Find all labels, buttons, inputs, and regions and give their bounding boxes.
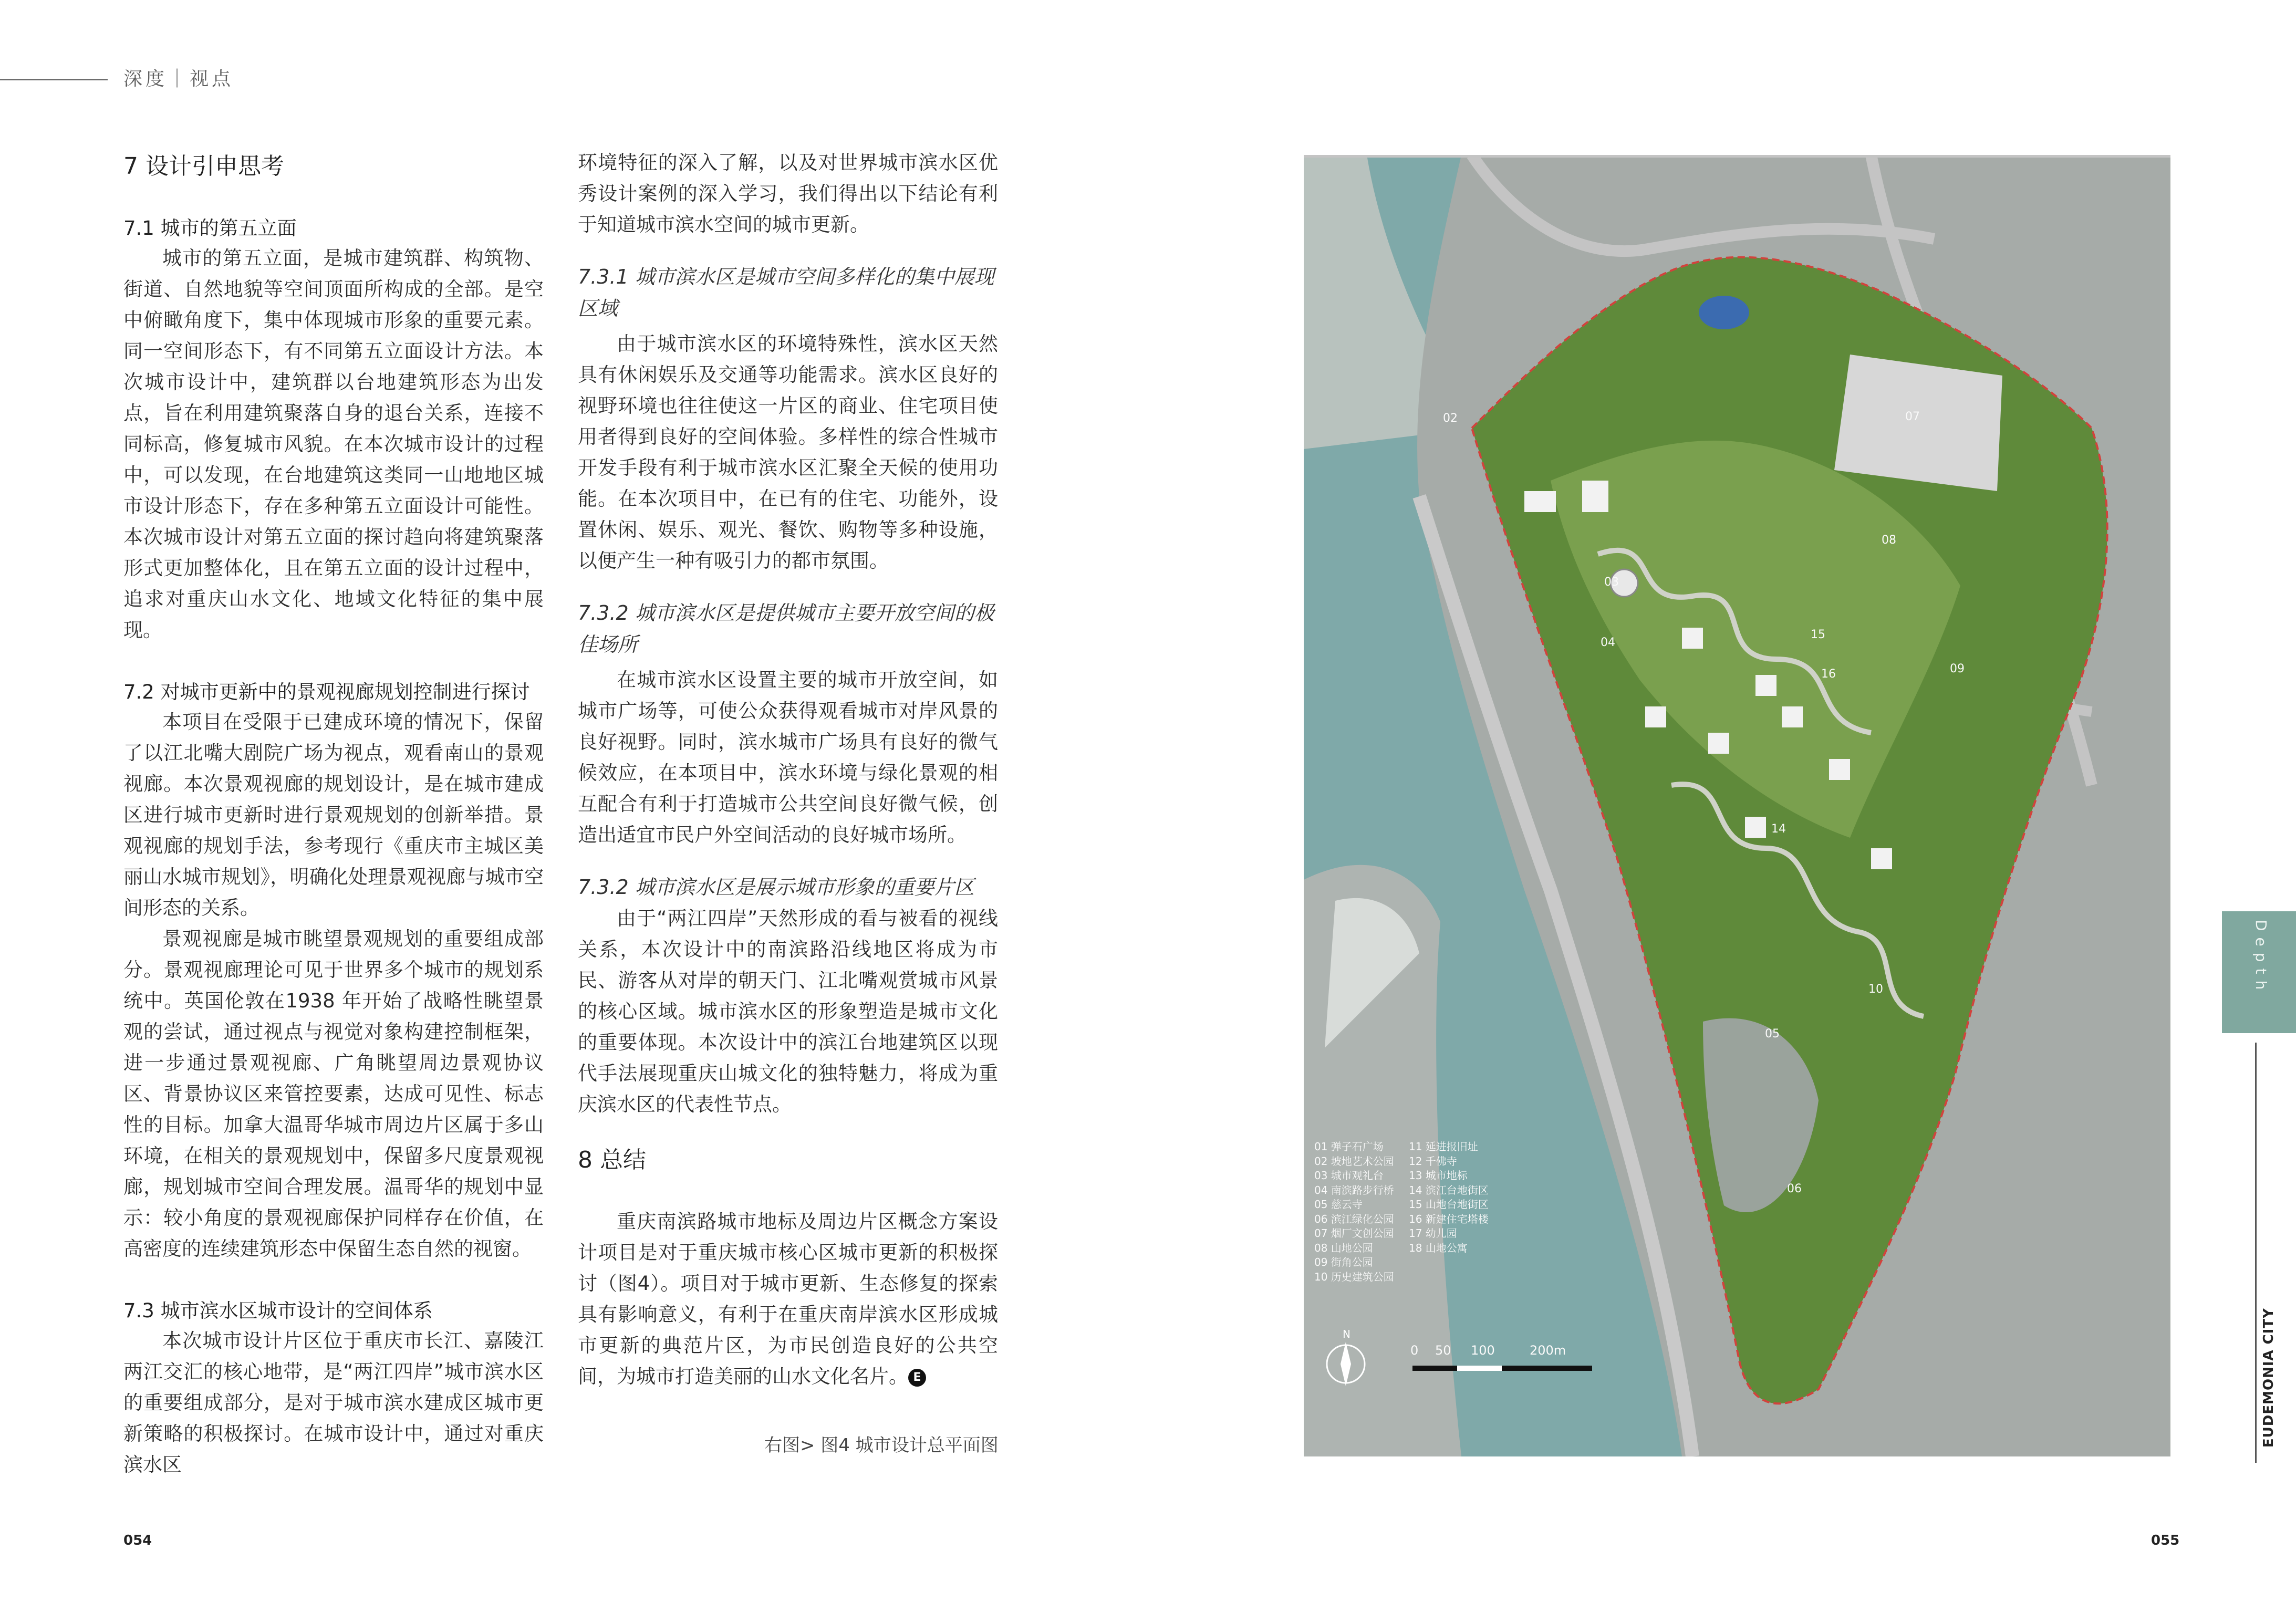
text-column-left	[123, 147, 544, 1480]
subsection-7-3-heading: 7.3 城市滨水区城市设计的空间体系	[123, 1299, 433, 1322]
section-8-heading: 8 总结	[578, 1147, 646, 1173]
map-label: 03	[1604, 576, 1619, 589]
paragraph: 由于“两江四岸”天然形成的看与被看的视线关系，本次设计中的南滨路沿线地区将成为市民、游客从对岸的朝天门、江北嘴观赏城市风景的核心区域。城市滨水区的形象塑造是城市文化的重要体现。本次设计中的滨江台地建筑区以现代手法展现重庆山城文化的独特魅力，将成为重庆滨水区的代表性节点。	[578, 907, 998, 1116]
side-tab-label: Depth	[2252, 920, 2270, 996]
magazine-title: EUDEMONIA CITY	[2261, 1308, 2277, 1448]
subsection-7-3-2-heading: 7.3.2 城市滨水区是提供城市主要开放空间的极佳场所	[578, 601, 994, 656]
north-arrow-icon	[1325, 1326, 1372, 1389]
subsection-7-1-heading: 7.1 城市的第五立面	[123, 217, 297, 240]
paragraph: 由于城市滨水区的环境特殊性，滨水区天然具有休闲娱乐及交通等功能需求。滨水区良好的视野环境也往往使这一片区的商业、住宅项目使用者得到良好的空间体验。多样性的综合性城市开发手段有利于城市滨水区汇聚全天候的使用功能。在本次项目中，在已有的住宅、功能外，设置休闲、娱乐、观光、餐饮、购物等多种设施，以便产生一种有吸引力的都市氛围。	[578, 332, 998, 572]
map-label: 14	[1771, 823, 1786, 836]
side-tab	[2222, 911, 2296, 1033]
paragraph: 在城市滨水区设置主要的城市开放空间，如城市广场等，可使公众获得观看城市对岸风景的良好视野。同时，滨水城市广场具有良好的微气候效应，在本项目中，滨水环境与绿化景观的相互配合有利于打造城市公共空间良好微气候，创造出适宜市民户外空间活动的良好城市场所。	[578, 669, 998, 846]
pond	[1699, 296, 1749, 329]
site-plan-svg	[1304, 155, 2170, 1456]
paragraph: 本项目在受限于已建成环境的情况下，保留了以江北嘴大剧院广场为视点，观看南山的景观视廊。本次景观视廊的规划设计，是在城市建成区进行城市更新时进行景观规划的创新举措。景观视廊的规划手法，参考现行《重庆市主城区美丽山水城市规划》，明确化处理景观视廊与城市空间形态的关系。	[123, 711, 544, 919]
text-column-right	[578, 147, 998, 1392]
header-rule	[0, 79, 108, 80]
section-header: 深度｜视点	[123, 68, 234, 90]
site-plan-figure	[1304, 155, 2170, 1456]
paragraph: 城市的第五立面，是城市建筑群、构筑物、街道、自然地貌等空间顶面所构成的全部。是空中俯瞰角度下，集中体现城市形象的重要元素。同一空间形态下，有不同第五立面设计方法。本次城市设计中，建筑群以台地建筑形态为出发点，旨在利用建筑聚落自身的退台关系，连接不同标高，修复城市风貌。在本次城市设计的过程中，可以发现，在台地建筑这类同一山地地区城市设计形态下，存在多种第五立面设计可能性。本次城市设计对第五立面的探讨趋向将建筑聚落形式更加整体化，且在第五立面的设计过程中，追求对重庆山水文化、地域文化特征的集中展现。	[123, 247, 544, 641]
conclusion-text: 重庆南滨路城市地标及周边片区概念方案设计项目是对于重庆城市核心区城市更新的积极探讨（图4）。项目对于城市更新、生态修复的探索具有影响意义，有利于在重庆南岸滨水区形成城市更新的典范片区，为市民创造良好的公共空间，为城市打造美丽的山水文化名片。	[578, 1210, 998, 1388]
figure-caption: 右图> 图4 城市设计总平面图	[764, 1435, 999, 1456]
map-label: 04	[1601, 636, 1615, 649]
paragraph: 景观视廊是城市眺望景观规划的重要组成部分。景观视廊理论可见于世界多个城市的规划系统中。英国伦敦在1938 年开始了战略性眺望景观的尝试，通过视点与视觉对象构建控制框架，进一步通过景观视廊、广角眺望周边景观协议区、背景协议区来管控要素，达成可见性、标志性的目标。加拿大温哥华城市周边片区属于多山环境，在相关的景观规划中，保留多尺度景观视廊，规划城市空间合理发展。温哥华的规划中显示：较小角度的景观视廊保护同样存在价值，在高密度的连续建筑形态中保留生态自然的视窗。	[123, 928, 544, 1260]
map-label: 09	[1950, 662, 1965, 675]
map-label: 06	[1787, 1182, 1802, 1195]
page-number-right: 055	[2151, 1533, 2180, 1548]
paragraph: 环境特征的深入了解，以及对世界城市滨水区优秀设计案例的深入学习，我们得出以下结论有利于知道城市滨水空间的城市更新。	[578, 151, 998, 236]
svg-text:N: N	[1343, 1328, 1350, 1340]
section-7-heading: 7 设计引申思考	[123, 153, 284, 180]
map-label: 05	[1765, 1027, 1780, 1040]
legend-right: 11 延进报旧址 12 千佛寺 13 城市地标 14 滨江台地街区 15 山地台地街区 16 新建住宅塔楼 17 幼儿园 18 山地公寓	[1409, 1140, 1489, 1254]
subsection-7-3-2b-heading: 7.3.2 城市滨水区是展示城市形象的重要片区	[578, 876, 974, 899]
map-label: 08	[1882, 534, 1896, 547]
paragraph-conclusion	[578, 1206, 998, 1392]
scale-label: 0	[1410, 1343, 1419, 1358]
paragraph: 本次城市设计片区位于重庆市长江、嘉陵江两江交汇的核心地带，是“两江四岸”城市滨水区的重要组成部分，是对于城市滨水建成区城市更新策略的积极探讨。在城市设计中，通过对重庆滨水区	[123, 1329, 544, 1476]
legend-left: 01 弹子石广场 02 坡地艺术公园 03 城市观礼台 04 南滨路步行桥 05 慈云寺 06 滨江绿化公园 07 烟厂文创公园 08 山地公园 09 街角公园 10 历史建筑公园	[1314, 1140, 1394, 1283]
map-label: 02	[1443, 412, 1458, 425]
page-number-left: 054	[123, 1533, 152, 1548]
side-rule	[2255, 1043, 2257, 1463]
subsection-7-3-1-heading: 7.3.1 城市滨水区是城市空间多样化的集中展现区域	[578, 265, 994, 320]
map-label: 15	[1811, 628, 1825, 641]
scale-label: 200m	[1530, 1343, 1566, 1358]
map-label: 10	[1868, 983, 1883, 996]
map-label: 07	[1905, 410, 1920, 423]
end-mark-icon: E	[908, 1369, 926, 1387]
scale-label: 50	[1435, 1343, 1451, 1358]
scale-bar	[1411, 1360, 1611, 1376]
scale-label: 100	[1471, 1343, 1495, 1358]
subsection-7-2-heading: 7.2 对城市更新中的景观视廊规划控制进行探讨	[123, 681, 530, 703]
map-label: 16	[1821, 668, 1836, 681]
